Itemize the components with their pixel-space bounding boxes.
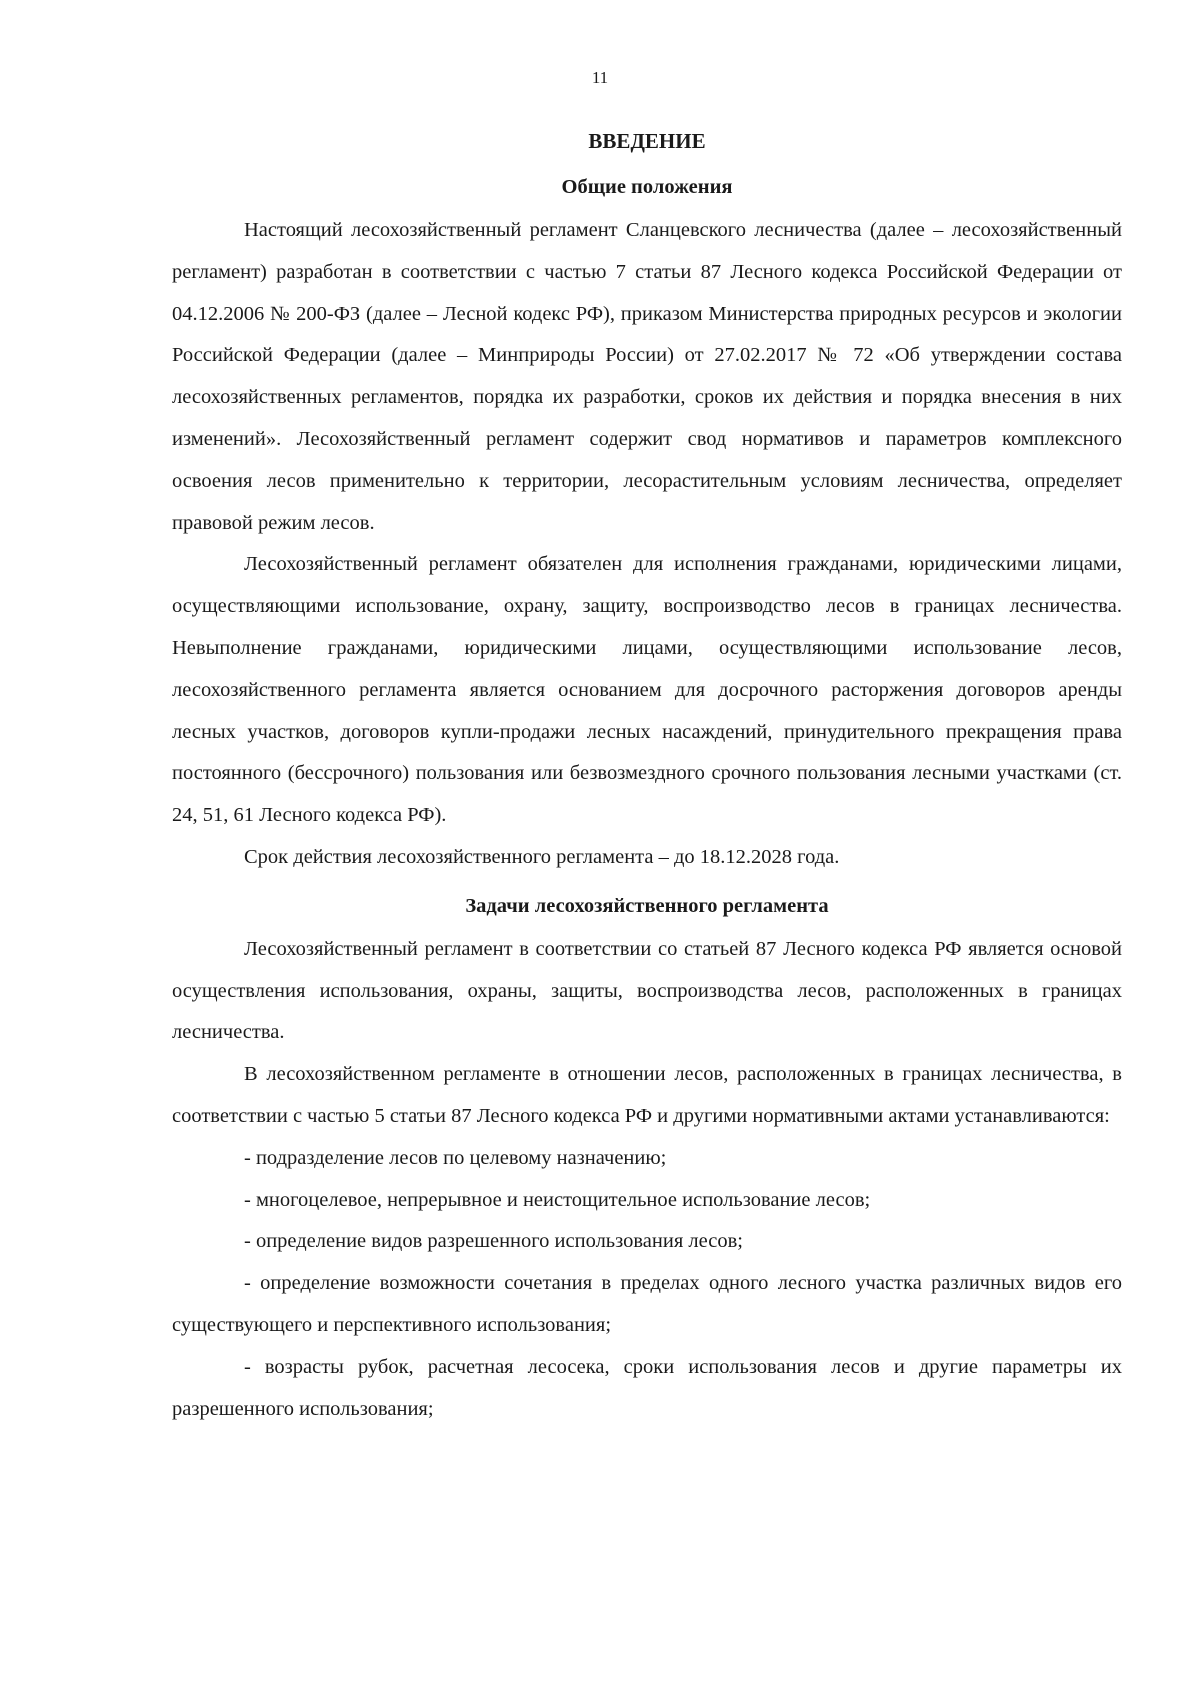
section-title-tasks: Задачи лесохозяйственного регламента <box>465 894 829 917</box>
section-title-general: Общие положения <box>561 176 733 198</box>
list-item: - многоцелевое, непрерывное и неистощительное использование лесов; <box>244 1188 871 1211</box>
list-item: - определение видов разрешенного использования лесов; <box>244 1230 743 1253</box>
paragraph: Лесохозяйственный регламент обязателен для исполнения гражданами, юридическими лицами, осуществляющими использование, охрану, защиту, воспроизводство лесов в границах лесничества. Невыполнение гражданами, юридическими лицами, осуществляющими использование лесов, лесохозяйственного регламента является основанием для досрочного расторжения договоров аренды лесных участков, договоров купли-продажи лесных насаждений, принудительного прекращения права постоянного (бессрочного) пользования или безвозмездного срочного пользования лесными участками (ст. 24, 51, 61 Лесного кодекса РФ). <box>172 553 1122 827</box>
paragraph: Настоящий лесохозяйственный регламент Сланцевского лесничества (далее – лесохозяйственный регламент) разработан в соответствии с частью 7 статьи 87 Лесного кодекса Российской Федерации от 04.12.2006 № 200-ФЗ (далее – Лесной кодекс РФ), приказом Министерства природных ресурсов и экологии Российской Федерации (далее – Минприроды России) от 27.02.2017 № 72 «Об утверждении состава лесохозяйственных регламентов, порядка их разработки, сроков их действия и порядка внесения в них изменений». Лесохозяйственный регламент содержит свод нормативов и параметров комплексного освоения лесов применительно к территории, лесорастительным условиям лесничества, определяет правовой режим лесов. <box>172 219 1122 534</box>
paragraph: Лесохозяйственный регламент в соответствии со статьей 87 Лесного кодекса РФ является основой осуществления использования, охраны, защиты, воспроизводства лесов, расположенных в границах лесничества. <box>172 937 1122 1044</box>
document-body <box>172 118 1122 1430</box>
page-number: 11 <box>591 68 609 87</box>
list-item: - возрасты рубок, расчетная лесосека, сроки использования лесов и другие параметры их разрешенного использования; <box>172 1355 1122 1420</box>
document-heading: ВВЕДЕНИЕ <box>588 129 706 153</box>
paragraph: В лесохозяйственном регламенте в отношении лесов, расположенных в границах лесничества, в соответствии с частью 5 статьи 87 Лесного кодекса РФ и другими нормативными актами устанавливаются: <box>172 1063 1122 1127</box>
list-item: - определение возможности сочетания в пределах одного лесного участка различных видов его существующего и перспективного использования; <box>172 1272 1122 1336</box>
paragraph: Срок действия лесохозяйственного регламента – до 18.12.2028 года. <box>244 845 840 868</box>
list-item: - подразделение лесов по целевому назначению; <box>244 1146 667 1169</box>
